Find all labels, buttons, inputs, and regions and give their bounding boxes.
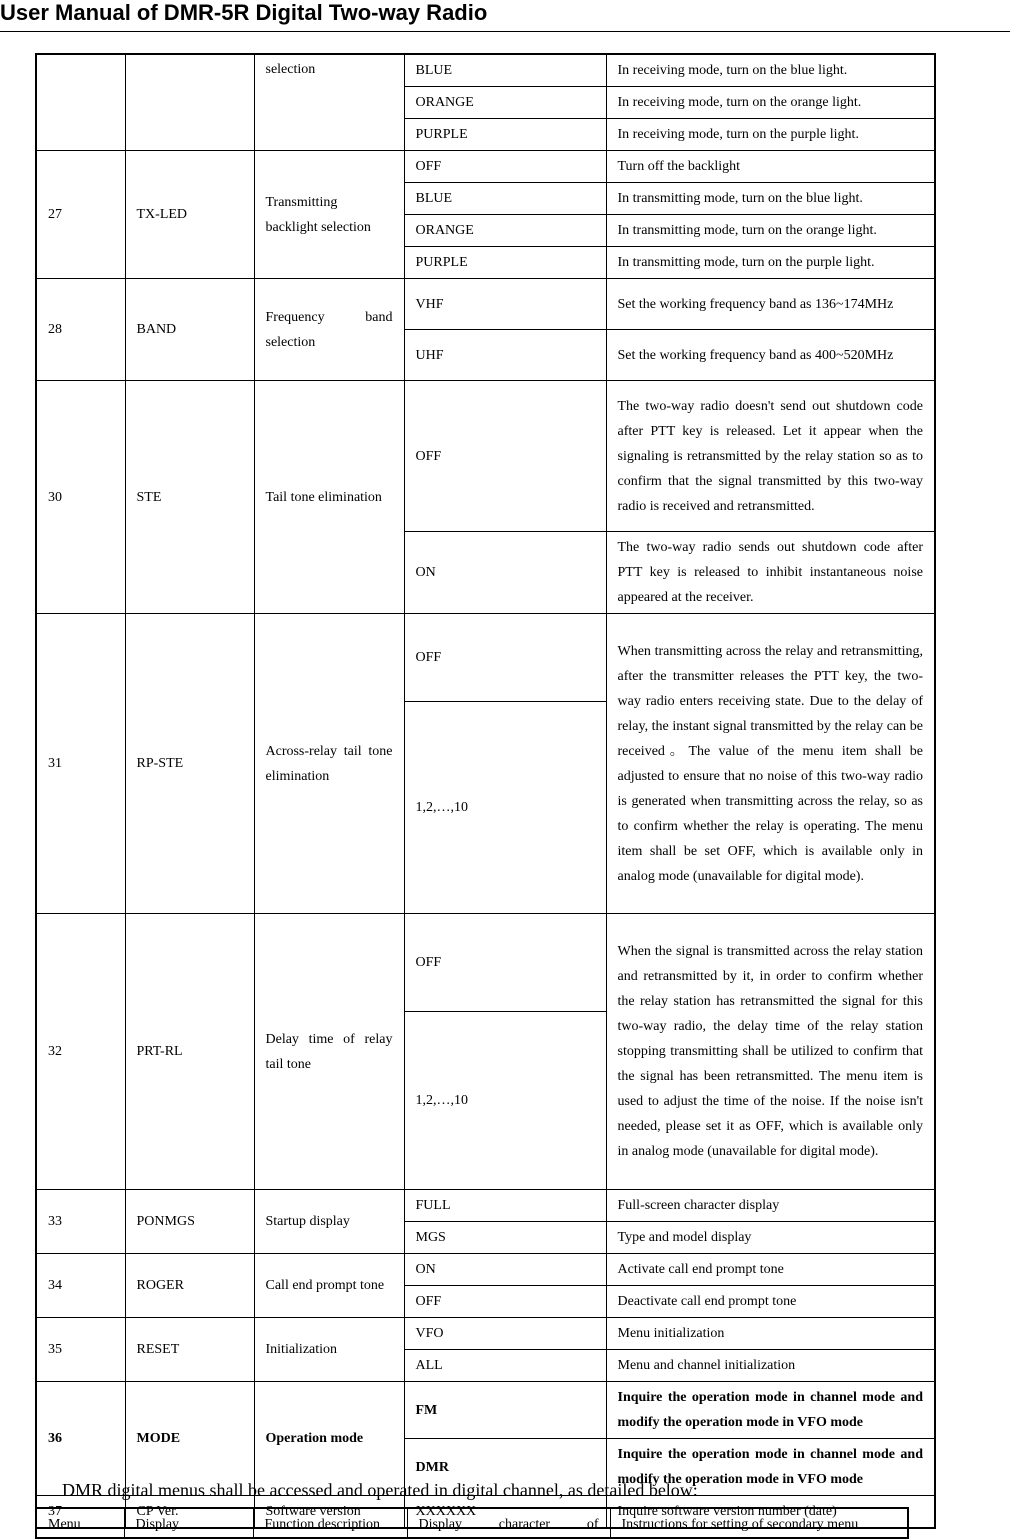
intro-text: DMR digital menus shall be accessed and operated in digital channel, as detailed below: [62,1480,698,1500]
table-row [36,1382,935,1439]
menu-num-cell: 34 [36,1254,125,1318]
option-value-cell: XXXXXX [404,1496,606,1529]
menu-func-cell: Transmitting backlight selection [254,151,404,279]
option-value-cell: PURPLE [404,119,606,151]
menu-table [35,53,936,1529]
header-cell: Display [124,1508,253,1538]
menu-num-cell: 30 [36,381,125,614]
option-value-cell: OFF [404,614,606,702]
option-value-cell: VHF [404,279,606,330]
menu-name-cell [125,54,254,151]
option-description-cell: Type and model display [606,1222,935,1254]
menu-name-cell: RESET [125,1318,254,1382]
header-word: character [498,1517,551,1532]
menu-func-cell: Delay time of relay tail tone [254,914,404,1190]
option-value-cell: ORANGE [404,215,606,247]
menu-name-cell: MODE [125,1382,254,1496]
menu-name-cell: STE [125,381,254,614]
option-description-cell: Activate call end prompt tone [606,1254,935,1286]
option-description-cell: The two-way radio sends out shutdown code after PTT key is released to inhibit instantaneous noise appeared at the receiver. [606,532,935,614]
header-cell: Instructions for setting of secondary menu [610,1508,908,1538]
option-description-cell: In transmitting mode, turn on the blue light. [606,183,935,215]
option-description-cell: Deactivate call end prompt tone [606,1286,935,1318]
bottom-header-row [36,1508,908,1538]
option-value-cell: DMR [404,1439,606,1496]
option-description-cell: Turn off the backlight [606,151,935,183]
option-value-cell: 1,2,…,10 [404,702,606,914]
menu-name-cell: TX-LED [125,151,254,279]
option-description-cell: Inquire the operation mode in channel mode and modify the operation mode in VFO mode [606,1439,935,1496]
table-row [36,1254,935,1286]
menu-func-cell: Operation mode [254,1382,404,1496]
option-value-cell: OFF [404,914,606,1012]
header-word: of [586,1517,599,1532]
option-value-cell: ON [404,1254,606,1286]
option-description-cell: Set the working frequency band as 136~174MHz [606,279,935,330]
option-value-cell: 1,2,…,10 [404,1012,606,1190]
table-row [36,614,935,702]
page-header [0,0,1010,32]
option-description-cell: In receiving mode, turn on the purple light. [606,119,935,151]
menu-name-cell: PRT-RL [125,914,254,1190]
menu-num-cell: 33 [36,1190,125,1254]
option-value-cell: PURPLE [404,247,606,279]
menu-func-cell: Across-relay tail tone elimination [254,614,404,914]
option-description-cell: Set the working frequency band as 400~520MHz [606,330,935,381]
option-value-cell: VFO [404,1318,606,1350]
menu-name-cell: ROGER [125,1254,254,1318]
menu-num-cell: 37 [36,1496,125,1529]
menu-num-cell: 35 [36,1318,125,1382]
dmr-menu-header-table [35,1507,909,1539]
header-cell: Menu [36,1508,124,1538]
option-description-cell: Full-screen character display [606,1190,935,1222]
menu-func-cell: Tail tone elimination [254,381,404,614]
option-value-cell: ORANGE [404,87,606,119]
option-value-cell: BLUE [404,54,606,87]
table-row [36,279,935,330]
option-value-cell: ALL [404,1350,606,1382]
option-value-cell: FULL [404,1190,606,1222]
option-description-cell: In receiving mode, turn on the orange light. [606,87,935,119]
menu-num-cell: 28 [36,279,125,381]
header-cell: Function description [253,1508,407,1538]
table-row [36,54,935,87]
header-word: Display [418,1517,463,1532]
display-character-header [419,1515,599,1535]
menu-num-cell: 31 [36,614,125,914]
option-value-cell: UHF [404,330,606,381]
menu-name-cell: PONMGS [125,1190,254,1254]
table-row [36,914,935,1012]
option-value-cell: BLUE [404,183,606,215]
option-description-cell: In receiving mode, turn on the blue light. [606,54,935,87]
menu-func-cell: Call end prompt tone [254,1254,404,1318]
option-description-cell: In transmitting mode, turn on the purple light. [606,247,935,279]
option-value-cell: ON [404,532,606,614]
menu-func-cell: selection [254,54,404,151]
menu-name-cell: RP-STE [125,614,254,914]
header-title: User Manual of DMR-5R Digital Two-way Radio [0,0,488,25]
menu-func-cell: Frequency band selection [254,279,404,381]
table-row [36,1318,935,1350]
menu-num-cell: 36 [36,1382,125,1496]
table-row [36,381,935,532]
menu-num-cell [36,54,125,151]
option-value-cell: OFF [404,1286,606,1318]
option-value-cell: OFF [404,151,606,183]
option-description-cell: Inquire the operation mode in channel mode and modify the operation mode in VFO mode [606,1382,935,1439]
menu-func-cell: Software version [254,1496,404,1529]
menu-name-cell: BAND [125,279,254,381]
option-description-cell: Inquire software version number (date) [606,1496,935,1529]
menu-num-cell: 27 [36,151,125,279]
option-description-cell: The two-way radio doesn't send out shutdown code after PTT key is released. Let it appear when the signaling is retransmitted by the relay station so as to confirm that the signal transmitted by this two-way radio is received and retransmitted. [606,381,935,532]
option-value-cell: OFF [404,381,606,532]
table-row [36,151,935,183]
menu-name-cell: CP Ver. [125,1496,254,1529]
option-description-cell: In transmitting mode, turn on the orange light. [606,215,935,247]
option-value-cell: FM [404,1382,606,1439]
menu-func-cell: Initialization [254,1318,404,1382]
option-description-cell: Menu initialization [606,1318,935,1350]
menu-func-cell: Startup display [254,1190,404,1254]
menu-num-cell: 32 [36,914,125,1190]
option-value-cell: MGS [404,1222,606,1254]
header-cell [407,1508,610,1538]
table-row [36,1190,935,1222]
option-description-cell: When the signal is transmitted across the relay station and retransmitted by it, in order to confirm whether the relay station has retransmitted the signal for this two-way radio, the delay time of the relay station stopping transmitting shall be utilized to confirm that the signal has been retransmitted. The menu item is used to adjust the time of the noise. If the noise isn't needed, please set it as OFF, which is available only in analog mode (unavailable for digital mode). [606,914,935,1190]
option-description-cell: When transmitting across the relay and retransmitting, after the transmitter releases the PTT key, the two-way radio enters receiving state. Due to the delay of relay, the instant signal transmitted by the relay can be received。The value of the menu item shall be adjusted to ensure that no noise of this two-way radio is generated when transmitting across the relay, so as to confirm whether the relay is operating. The menu item shall be set OFF, which is available only in analog mode (unavailable for digital mode). [606,614,935,914]
option-description-cell: Menu and channel initialization [606,1350,935,1382]
